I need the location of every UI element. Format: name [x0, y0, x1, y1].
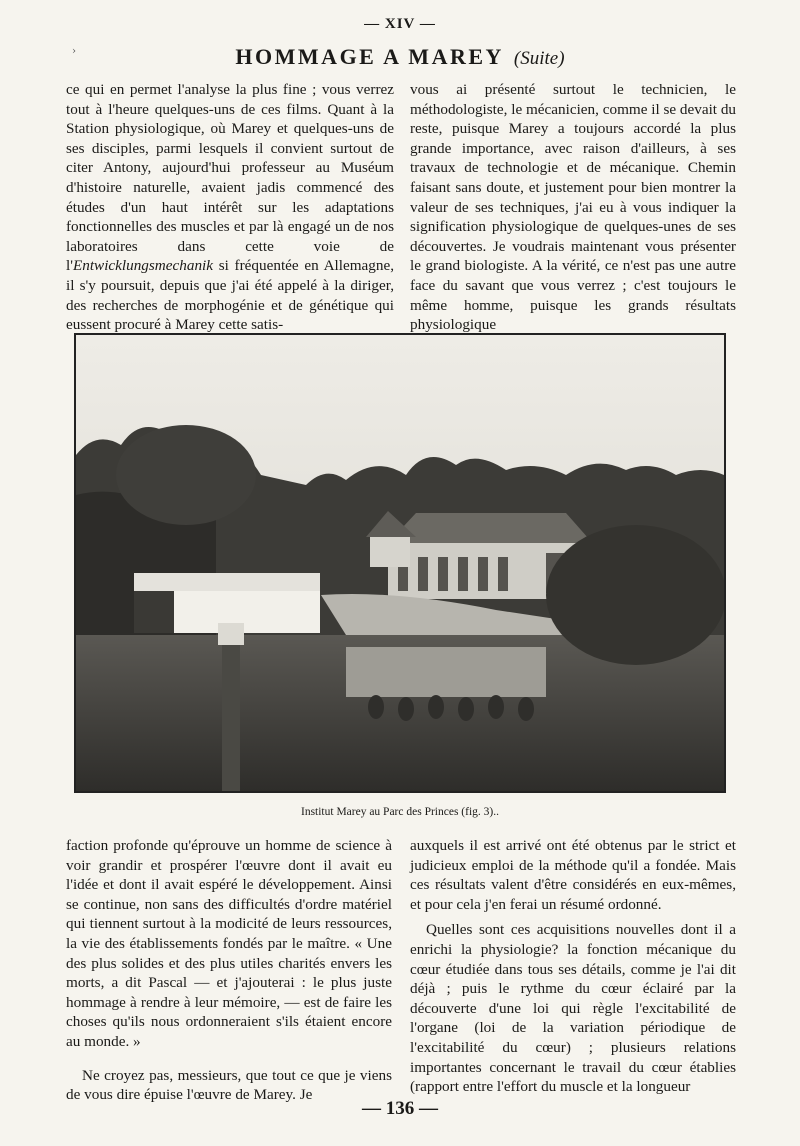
page-number: — 136 — — [362, 1098, 438, 1119]
paragraph-gap — [66, 1052, 392, 1066]
column-bottom-right — [410, 836, 736, 1097]
paragraph: Ne croyez pas, messieurs, que tout ce que je viens de vous dire épuise l'œuvre de Marey. Je — [66, 1066, 392, 1104]
paragraph: auxquels il est arrivé ont été obtenus par le strict et judicieux emploi de la méthode qu'il a fondée. Mais ces résultats valent d'être considérés en eux-mêmes, et pour cela j'en ferai un résumé ordonné. — [410, 837, 736, 913]
paragraph: Quelles sont ces acquisitions nouvelles dont il a enrichi la physiologie? la fonction mécanique du cœur étudiée dans tous ses détails, comme je l'ai dit déjà ; puis le rythme du cœur éclairé par la découverte d'une loi qui règle l'excitabilité de l'organe (loi de la variation périodique de l'excitabilité du cœur) ; plusieurs relations importantes concernant le travail du cœur établies (rapport entre l'effort du muscle et la longueur — [410, 921, 736, 1096]
paragraph: vous ai présenté surtout le technicien, le méthodologiste, le mécanicien, comme il se devait du reste, puisque Marey a toujours accordé la plus grande importance, avec raison d'ailleurs, à ses travaux de technologie et de mécanique. Chemin faisant sans doute, et justement pour bien montrer la valeur de ses techniques, j'ai eu à vous indiquer la signification physiologique de quelques-unes de ses découvertes. Je voudrais maintenant vous présenter le grand biologiste. A la vérité, ce n'est pas une autre face du savant que vous verrez ; c'est toujours le même homme, puisque les grands résultats physiologique — [410, 81, 737, 334]
italic-term: Entwicklungsmechanik — [72, 257, 213, 275]
figure-photo — [74, 333, 726, 793]
column-top-left — [66, 80, 394, 335]
running-page-number: — XIV — — [364, 16, 436, 32]
text-run: ce qui en permet l'analyse la plus fine ; vous verrez tout à l'heure quelques-uns de ces films. Quant à la Station physiologique, où Marey et quelques-uns de ses disciples, parmi lesquels il convient surtout de citer Antony, aujourd'hui professeur au Muséum d'histoire naturelle, avaient jadis commencé des études d'un haut intérêt sur les adaptations fonctionnelles des muscles et par là engagé un de nos laboratoires dans cette voie de l' — [66, 81, 394, 275]
paragraph — [66, 80, 394, 335]
margin-mark: › — [72, 46, 76, 57]
photo-illustration — [76, 335, 724, 791]
figure-caption: Institut Marey au Parc des Princes (fig. 3).. — [300, 806, 499, 818]
title-suffix: (Suite) — [513, 48, 565, 69]
column-top-right — [410, 80, 736, 335]
column-bottom-left — [66, 836, 392, 1105]
paragraph: faction profonde qu'éprouve un homme de science à voir grandir et prospérer l'œuvre dont il avait eu l'idée et dont il avait espéré le développement. Ainsi se continue, non sans des difficultés d'ordre matériel qui tiennent surtout à la modicité de leurs ressources, la vie des établissements fondés par le maître. « Une des plus solides et des plus utiles charités envers les morts, a dit Pascal — et j'ajouterai : le plus juste hommage à rendre à leur mémoire, — est de faire les choses qu'ils nous ordonneraient s'ils étaient encore au monde. » — [66, 837, 392, 1050]
text-run: si fréquentée en Allemagne, il s'y poursuit, depuis que j'ai été appelé à la diriger, des recherches de morphogénie et de génétique qui eussent procuré à Marey cette satis- — [66, 257, 394, 334]
page-title — [0, 44, 800, 70]
title-main: HOMMAGE A MAREY — [235, 44, 504, 69]
